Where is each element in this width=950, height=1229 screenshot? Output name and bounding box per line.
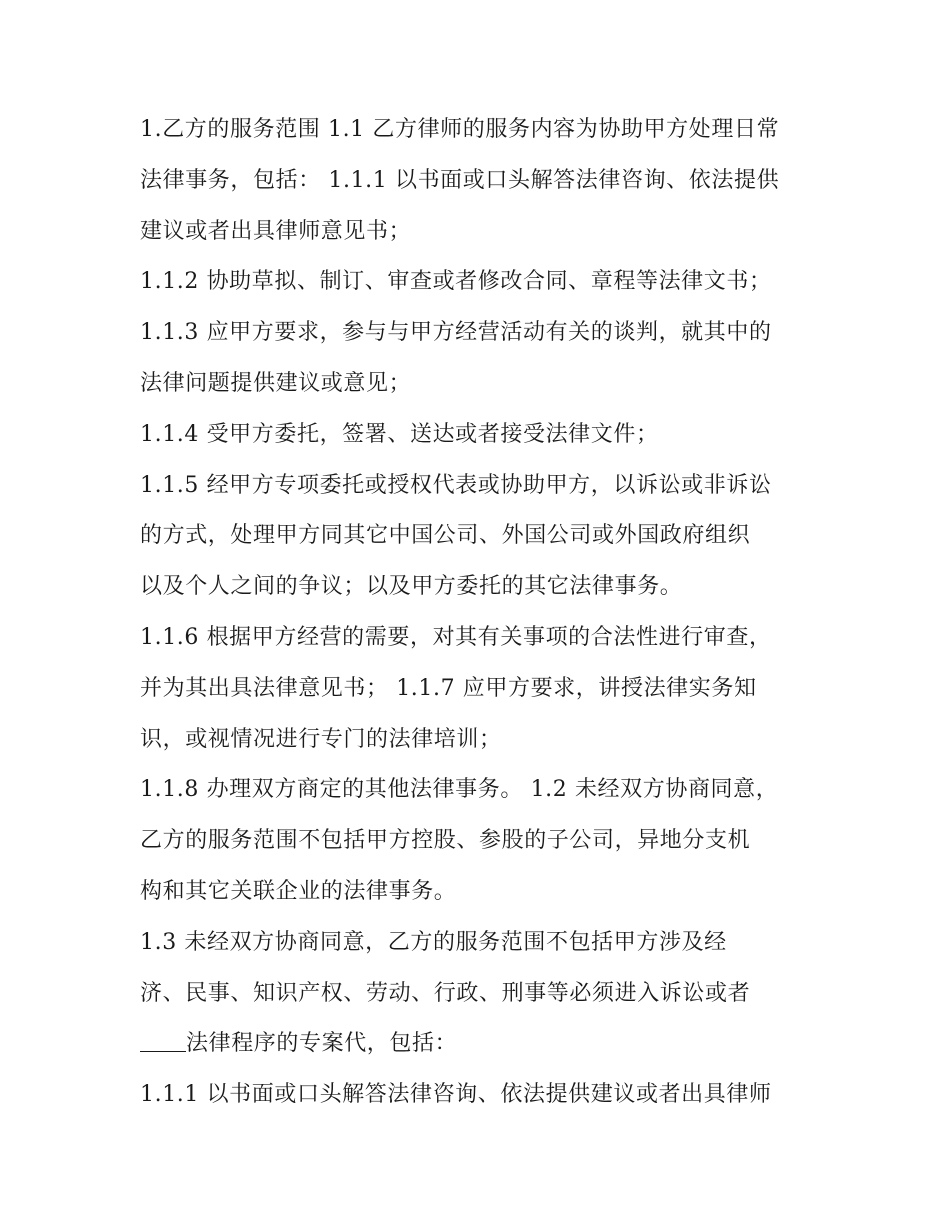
fill-in-blank [140,1050,186,1052]
text-line: 构和其它关联企业的法律事务。 [140,878,457,904]
text-line: 1.3 未经双方协商同意，乙方的服务范围不包括甲方涉及经 [140,929,727,955]
text-line: 识，或视情况进行专门的法律培训； [140,726,502,752]
text-line: 的方式，处理甲方同其它中国公司、外国公司或外国政府组织 [140,523,751,549]
text-line: 1.1.1 以书面或口头解答法律咨询、依法提供建议或者出具律师 [140,1082,772,1108]
text-line: 1.1.2 协助草拟、制订、审查或者修改合同、章程等法律文书； [140,269,772,295]
text-line-content: 法律程序的专案代，包括： [186,1031,458,1057]
text-line: 1.1.4 受甲方委托，签署、送达或者接受法律文件； [140,421,659,447]
text-line: 济、民事、知识产权、劳动、行政、刑事等必须进入诉讼或者 [140,980,751,1006]
text-line: 法律问题提供建议或意见； [140,370,412,396]
text-line: 1.1.8 办理双方商定的其他法律事务。 1.2 未经双方协商同意， [140,777,779,803]
text-line: 1.乙方的服务范围 1.1 乙方律师的服务内容为协助甲方处理日常 [140,117,780,142]
text-line: 并为其出具法律意见书； 1.1.7 应甲方要求，讲授法律实务知 [140,675,757,701]
text-line: 法律事务，包括： 1.1.1 以书面或口头解答法律咨询、依法提供 [140,167,780,193]
text-line: 建议或者出具律师意见书； [140,218,412,244]
text-line-with-blank [140,1019,830,1070]
text-line: 以及个人之间的争议；以及甲方委托的其它法律事务。 [140,574,683,600]
document-body [140,105,830,1121]
text-line: 1.1.5 经甲方专项委托或授权代表或协助甲方，以诉讼或非诉讼 [140,472,772,498]
text-line: 乙方的服务范围不包括甲方控股、参股的子公司，异地分支机 [140,828,751,854]
text-line: 1.1.6 根据甲方经营的需要，对其有关事项的合法性进行审查， [140,624,772,650]
text-line: 1.1.3 应甲方要求，参与与甲方经营活动有关的谈判，就其中的 [140,320,772,346]
